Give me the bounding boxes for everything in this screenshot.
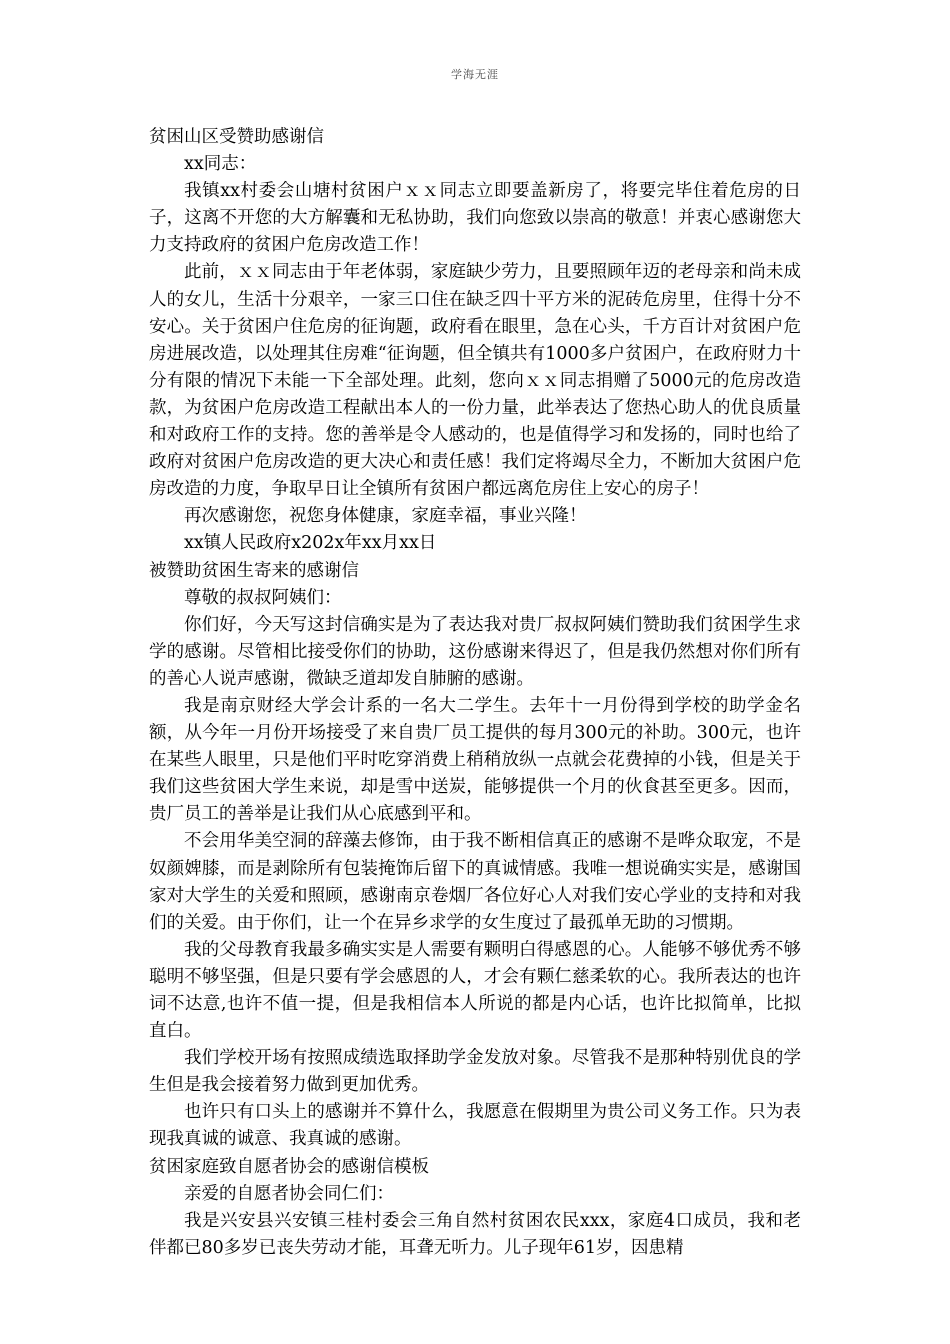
letter1-paragraph-1: 我镇xx村委会山塘村贫困户ｘｘ同志立即要盖新房了，将要完毕住着危房的日子，这离不开您的大方解囊和无私协助，我们向您致以崇高的敬意！并衷心感谢您大力支持政府的贫困户危房改造工作！ [149,181,801,256]
letter1-paragraph-3: 再次感谢您，祝您身体健康，家庭幸福，事业兴隆！ [184,506,587,527]
letter2-paragraph-6: 也许只有口头上的感谢并不算什么，我愿意在假期里为贵公司义务工作。只为表现我真诚的诚意、我真诚的感谢。 [149,1102,801,1150]
letter2-paragraph-5: 我们学校开场有按照成绩选取择助学金发放对象。尽管我不是那种特别优良的学生但是我会接着努力做到更加优秀。 [149,1048,801,1096]
letter1-signature: xx镇人民政府x202x年xx月xx日 [184,533,437,554]
page-header: 学海无涯 [451,68,499,81]
letter1-paragraph-2: 此前，ｘｘ同志由于年老体弱，家庭缺少劳力，且要照顾年迈的老母亲和尚未成人的女儿，生活十分艰辛，一家三口住在缺乏四十平方米的泥砖危房里，住得十分不安心。关于贫困户住危房的征询题，政府看在眼里，急在心头，千方百计对贫困户危房进展改造，以处理其住房难“征询题，但全镇共有1000多户贫困户，在政府财力十分有限的情况下未能一下全部处理。此刻，您向ｘｘ同志捐赠了5000元的危房改造款，为贫困户危房改造工程献出本人的一份力量，此举表达了您热心助人的优良质量和对政府工作的支持。您的善举是令人感动的，也是值得学习和发扬的，同时也给了政府对贫困户危房改造的更大决心和责任感！我们定将竭尽全力，不断加大贫困户危房改造的力度，争取早日让全镇所有贫困户都远离危房住上安心的房子！ [149,262,801,500]
document-body [149,124,801,1262]
letter1-salutation: xx同志： [184,154,257,175]
letter3-salutation: 亲爱的自愿者协会同仁们： [184,1183,394,1204]
letter1-title: 贫困山区受赞助感谢信 [149,127,324,147]
letter2-paragraph-4: 我的父母教育我最多确实实是人需要有颗明白得感恩的心。人能够不够优秀不够聪明不够坚强，但是只要有学会感恩的人，才会有颗仁慈柔软的心。我所表达的也许词不达意,也许不值一提，但是我相信本人所说的都是内心话，也许比拟简单，比拟直白。 [149,939,801,1042]
letter3-title: 贫困家庭致自愿者协会的感谢信模板 [149,1156,429,1177]
letter2-paragraph-3: 不会用华美空洞的辞藻去修饰，由于我不断相信真正的感谢不是哗众取宠，不是奴颜婢膝，而是剥除所有包装掩饰后留下的真诚情感。我唯一想说确实实是，感谢国家对大学生的关爱和照顾，感谢南京卷烟厂各位好心人对我们安心学业的支持和对我们的关爱。由于你们，让一个在异乡求学的女生度过了最孤单无助的习惯期。 [149,831,801,933]
letter2-title: 被赞助贫困生寄来的感谢信 [149,560,359,581]
letter3-paragraph-1: 我是兴安县兴安镇三桂村委会三角自然村贫困农民xxx，家庭4口成员，我和老伴都已80多岁已丧失劳动才能，耳聋无听力。儿子现年61岁，因患精 [149,1210,801,1258]
letter2-salutation: 尊敬的叔叔阿姨们： [184,587,342,608]
letter2-paragraph-2: 我是南京财经大学会计系的一名大二学生。去年十一月份得到学校的助学金名额，从今年一月份开场接受了来自贵厂员工提供的每月300元的补助。300元，也许在某些人眼里，只是他们平时吃穿消费上稍稍放纵一点就会花费掉的小钱，但是关于我们这些贫困大学生来说，却是雪中送炭，能够提供一个月的伙食甚至更多。因而，贵厂员工的善举是让我们从心底感到平和。 [149,695,801,825]
letter2-paragraph-1: 你们好，今天写这封信确实是为了表达我对贵厂叔叔阿姨们赞助我们贫困学生求学的感谢。尽管相比接受你们的协助，这份感谢来得迟了，但是我仍然想对你们所有的善心人说声感谢，微缺乏道却发自肺腑的感谢。 [149,614,801,689]
